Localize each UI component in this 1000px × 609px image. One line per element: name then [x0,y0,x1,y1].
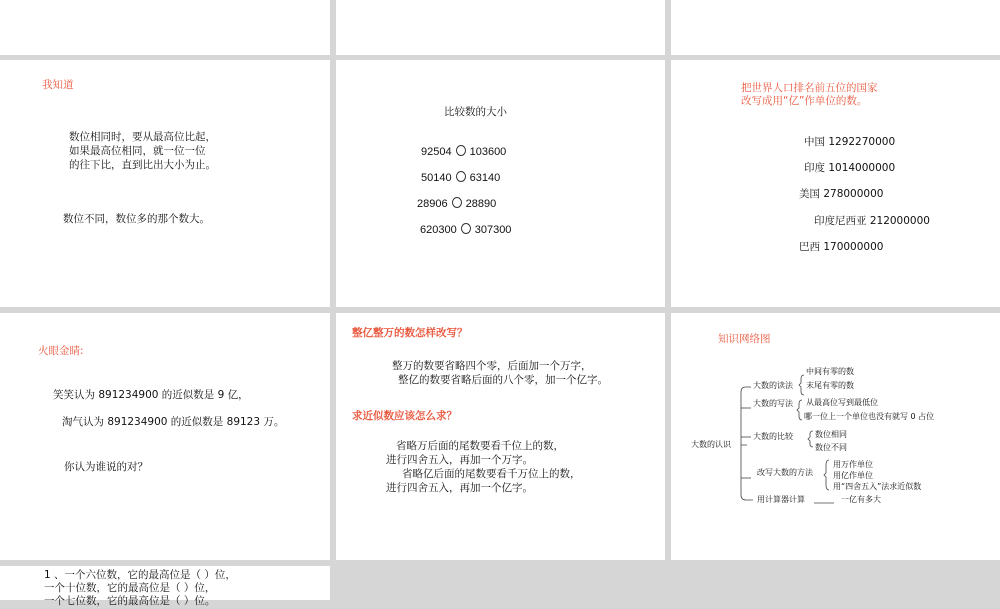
slide-rewrite-approximate [336,313,665,560]
leaf-item: 用万作单位 [833,460,873,469]
heading-line: 把世界人口排名前五位的国家 [741,82,878,94]
paragraph-line: 整亿的数要省略后面的八个零，加一个亿字。 [398,374,608,386]
population-item: 印度 1014000000 [804,162,896,174]
compare-row [417,197,496,211]
leaf-item: 数位相同 [815,430,847,439]
population-item: 美国 278000000 [799,188,884,200]
number-left: 92504 [421,146,452,158]
branch-read: 大数的读法 [753,381,793,390]
number-right: 103600 [469,146,507,158]
circle-blank-icon [456,171,466,182]
leaf-item: 末尾有零的数 [806,381,854,390]
mind-map-root: 大数的认识 [691,440,731,449]
paragraph-line: 省略亿后面的尾数要看千万位上的数， [402,468,581,480]
slide-bottom-left [0,566,330,607]
paragraph-line: 进行四舍五入，再加一个亿字。 [386,482,533,494]
exercise-line: 一个十位数，它的最高位是（ ）位， [44,582,216,594]
leaf-item: 用亿作单位 [833,471,873,480]
compare-row [421,171,500,185]
section-heading: 整亿整万的数怎样改写？ [352,327,468,339]
exercise-line: 1 、一个六位数，它的最高位是（ ）位， [44,569,236,581]
leaf-item: 用“四舍五入”法求近似数 [833,482,922,491]
slide-top-middle [336,0,665,55]
circle-blank-icon [456,145,466,156]
branch-calculator: 用计算器计算 [757,495,805,504]
rule-line: 数位相同时，要从最高位比起， [69,131,216,143]
slide-title: 比较数的大小 [444,106,507,118]
question-line: 你认为谁说的对？ [64,461,148,473]
rule-line: 数位不同，数位多的那个数大。 [63,213,210,225]
number-left: 620300 [420,224,457,236]
branch-write: 大数的写法 [753,399,793,408]
number-left: 28906 [417,198,448,210]
rule-line: 的往下比，直到比出大小为止。 [69,159,216,171]
population-item: 巴西 170000000 [799,241,884,253]
slide-title: 我知道 [42,79,74,91]
exercise-line: 一个七位数，它的最高位是（ ）位。 [44,595,216,607]
leaf-item: 哪一位上一个单位也没有就写 0 占位 [804,412,935,421]
branch-compare: 大数的比较 [753,432,793,441]
number-right: 307300 [474,224,512,236]
statement-line: 淘气认为 891234900 的近似数是 89123 万。 [62,416,285,428]
paragraph-line: 进行四舍五入，再加一个万字。 [386,454,533,466]
population-item: 印度尼西亚 212000000 [814,215,930,227]
branch-rewrite: 改写大数的方法 [757,468,813,477]
number-left: 50140 [421,172,452,184]
paragraph-line: 省略万后面的尾数要看千位上的数， [396,440,564,452]
slide-top-left [0,0,330,55]
circle-blank-icon [461,223,471,234]
slide-title: 火眼金睛: [38,345,84,357]
number-right: 28890 [465,198,497,210]
compare-row [421,145,506,159]
slide-title: 知识网络图 [718,333,771,345]
population-item: 中国 1292270000 [804,136,896,148]
heading-line: 改写成用“亿”作单位的数。 [741,95,868,107]
leaf-item: 一亿有多大 [841,495,881,504]
slide-sharp-eyes [0,313,330,560]
slide-i-know [0,60,330,307]
slide-top-right [671,0,1000,55]
leaf-item: 数位不同 [815,443,847,452]
paragraph-line: 整万的数要省略四个零，后面加一个万字， [392,360,592,372]
slide-compare-numbers [336,60,665,307]
slide-world-population [671,60,1000,307]
number-right: 63140 [469,172,501,184]
leaf-item: 从最高位写到最低位 [806,398,878,407]
circle-blank-icon [452,197,462,208]
rule-line: 如果最高位相同，就一位一位 [69,145,206,157]
compare-row [420,223,511,237]
statement-line: 笑笑认为 891234900 的近似数是 9 亿， [53,389,249,401]
slide-knowledge-network [671,313,1000,560]
section-heading: 求近似数应该怎么求？ [352,410,457,422]
leaf-item: 中间有零的数 [806,367,854,376]
